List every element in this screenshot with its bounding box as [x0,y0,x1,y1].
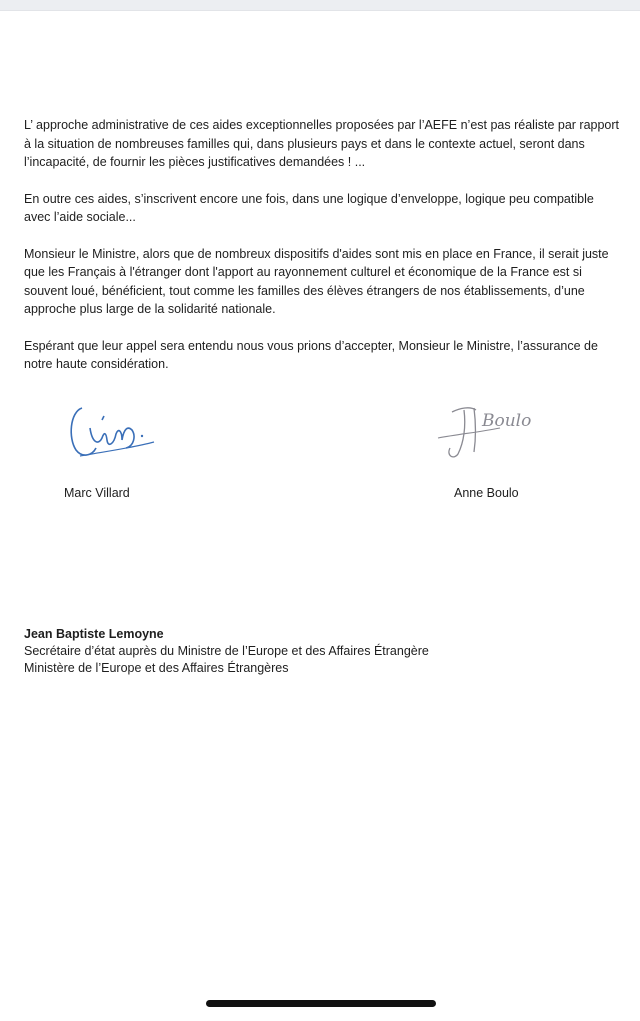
status-bar-strip [0,0,640,11]
letter-paragraph: En outre ces aides, s’inscrivent encore une fois, dans une logique d’enveloppe, logique peu compatible avec l’aide sociale... [24,191,594,224]
letter-paragraph: Espérant que leur appel sera entendu nous vous prions d’accepter, Monsieur le Ministre, l’assurance de notre haute considération. [24,338,598,371]
handwritten-signature-right [430,398,550,468]
letter-paragraph: Monsieur le Ministre, alors que de nombreux dispositifs d'aides sont mis en place en France, il serait juste que les Français à l'étranger dont l'apport au rayonnement culturel et économique de la France est si souvent loué, bénéficient, tout comme les familles des élèves étrangers de nos établissements, d’une approche plus large de la solidarité nationale. [24,246,609,316]
recipient-title: Secrétaire d’état auprès du Ministre de l’Europe et des Affaires Étrangère [24,644,429,658]
signature-anne-boulo [430,398,550,468]
letter-body [24,116,620,392]
signer-name-right: Anne Boulo [454,486,519,500]
home-indicator[interactable] [206,1000,436,1007]
signer-name-left: Marc Villard [64,486,130,500]
recipient-block [24,626,429,677]
signature-marc-villard [62,398,162,468]
handwritten-signature-left [62,398,162,468]
recipient-name: Jean Baptiste Lemoyne [24,627,164,641]
signature-handwriting-text: Boulo [482,411,532,431]
letter-paragraph: L’ approche administrative de ces aides exceptionnelles proposées par l’AEFE n’est pas réaliste par rapport à la situation de nombreuses familles qui, dans plusieurs pays et dans le contexte actuel, seront dans l’incapacité, de fournir les pièces justificatives demandées ! ... [24,118,620,169]
recipient-ministry: Ministère de l’Europe et des Affaires Étrangères [24,661,289,675]
signature-block [0,398,640,508]
